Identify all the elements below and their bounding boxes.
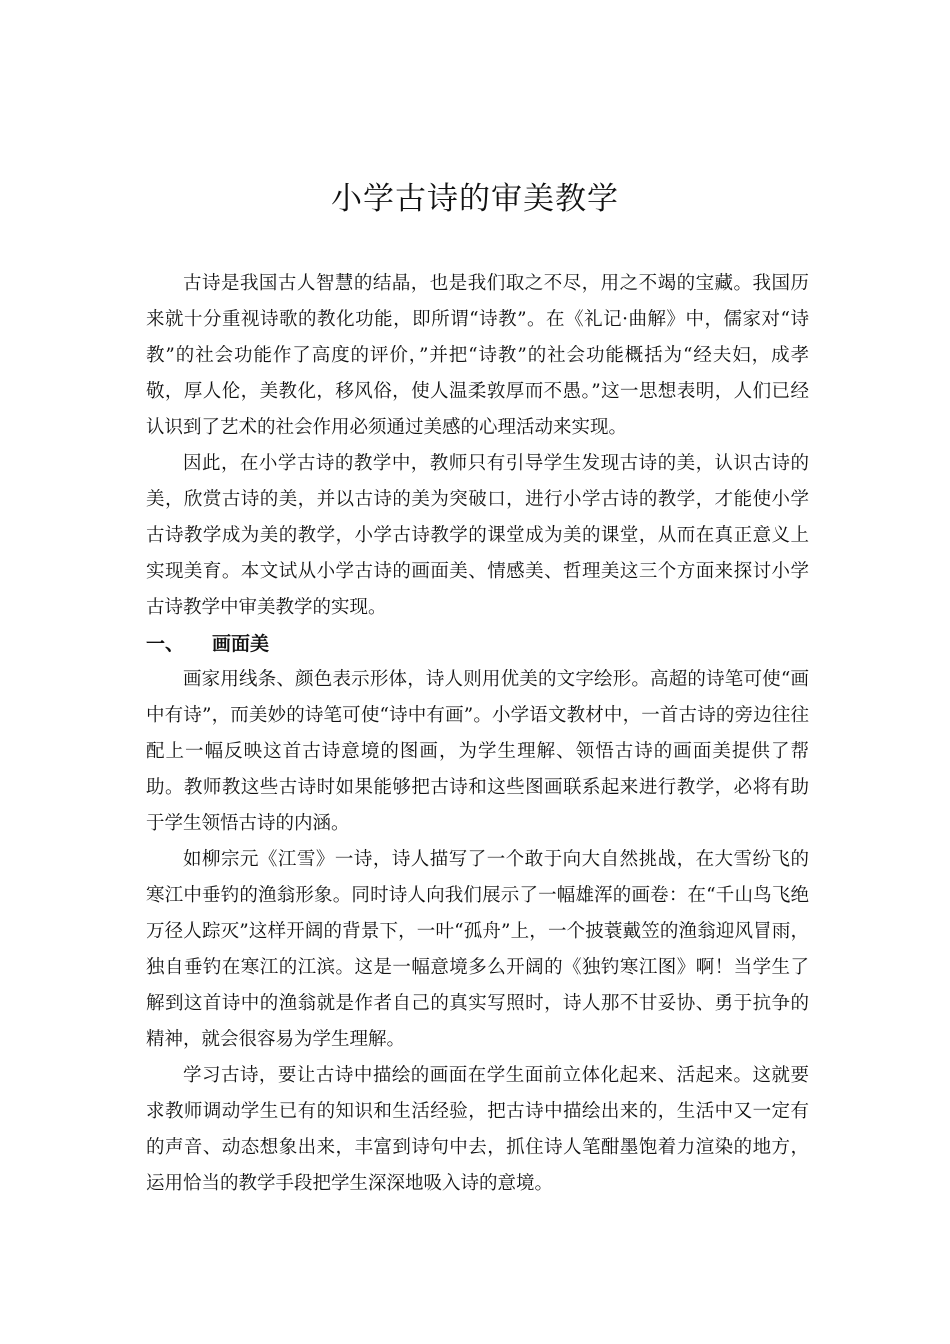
section-heading-label: 画面美 xyxy=(212,633,270,655)
paragraph-section1-1: 画家用线条、颜色表示形体，诗人则用优美的文字绘形。高超的诗笔可使“画中有诗”，而美妙的诗笔可使“诗中有画”。小学语文教材中，一首古诗的旁边往往配上一幅反映这首古诗意境的图画，为学生理解、领悟古诗的画面美提供了帮助。教师教这些古诗时如果能够把古诗和这些图画联系起来进行教学，必将有助于学生领悟古诗的内涵。 xyxy=(146,669,809,834)
paragraph-section1-3: 学习古诗，要让古诗中描绘的画面在学生面前立体化起来、活起来。这就要求教师调动学生已有的知识和生活经验，把古诗中描绘出来的，生活中又一定有的声音、动态想象出来，丰富到诗句中去，抓住诗人笔酣墨饱着力渲染的地方，运用恰当的教学手段把学生深深地吸入诗的意境。 xyxy=(146,1065,809,1194)
paragraph-intro-2: 因此，在小学古诗的教学中，教师只有引导学生发现古诗的美，认识古诗的美，欣赏古诗的美，并以古诗的美为突破口，进行小学古诗的教学，才能使小学古诗教学成为美的教学，小学古诗教学的课堂成为美的课堂，从而在真正意义上实现美育。本文试从小学古诗的画面美、情感美、哲理美这三个方面来探讨小学古诗教学中审美教学的实现。 xyxy=(146,453,809,618)
document-body xyxy=(146,266,809,1202)
document-title: 小学古诗的审美教学 xyxy=(331,181,619,217)
paragraph-section1-2: 如柳宗元《江雪》一诗，诗人描写了一个敢于向大自然挑战，在大雪纷飞的寒江中垂钓的渔翁形象。同时诗人向我们展示了一幅雄浑的画卷：在“千山鸟飞绝万径人踪灭”这样开阔的背景下，一叶“孤舟”上，一个披蓑戴笠的渔翁迎风冒雨，独自垂钓在寒江的江滨。这是一幅意境多么开阔的《独钓寒江图》啊！当学生了解到这首诗中的渔翁就是作者自己的真实写照时，诗人那不甘妥协、勇于抗争的精神，就会很容易为学生理解。 xyxy=(146,849,809,1050)
section-heading-1 xyxy=(146,626,809,662)
section-number: 一、 xyxy=(146,633,185,655)
paragraph-intro-1: 古诗是我国古人智慧的结晶，也是我们取之不尽，用之不竭的宝藏。我国历来就十分重视诗歌的教化功能，即所谓“诗教”。在《礼记·曲解》中，儒家对“诗教”的社会功能作了高度的评价，”并把“诗教”的社会功能概括为“经夫妇，成孝敬，厚人伦，美教化，移风俗，使人温柔敦厚而不愚。”这一思想表明，人们已经认识到了艺术的社会作用必须通过美感的心理活动来实现。 xyxy=(146,273,809,438)
